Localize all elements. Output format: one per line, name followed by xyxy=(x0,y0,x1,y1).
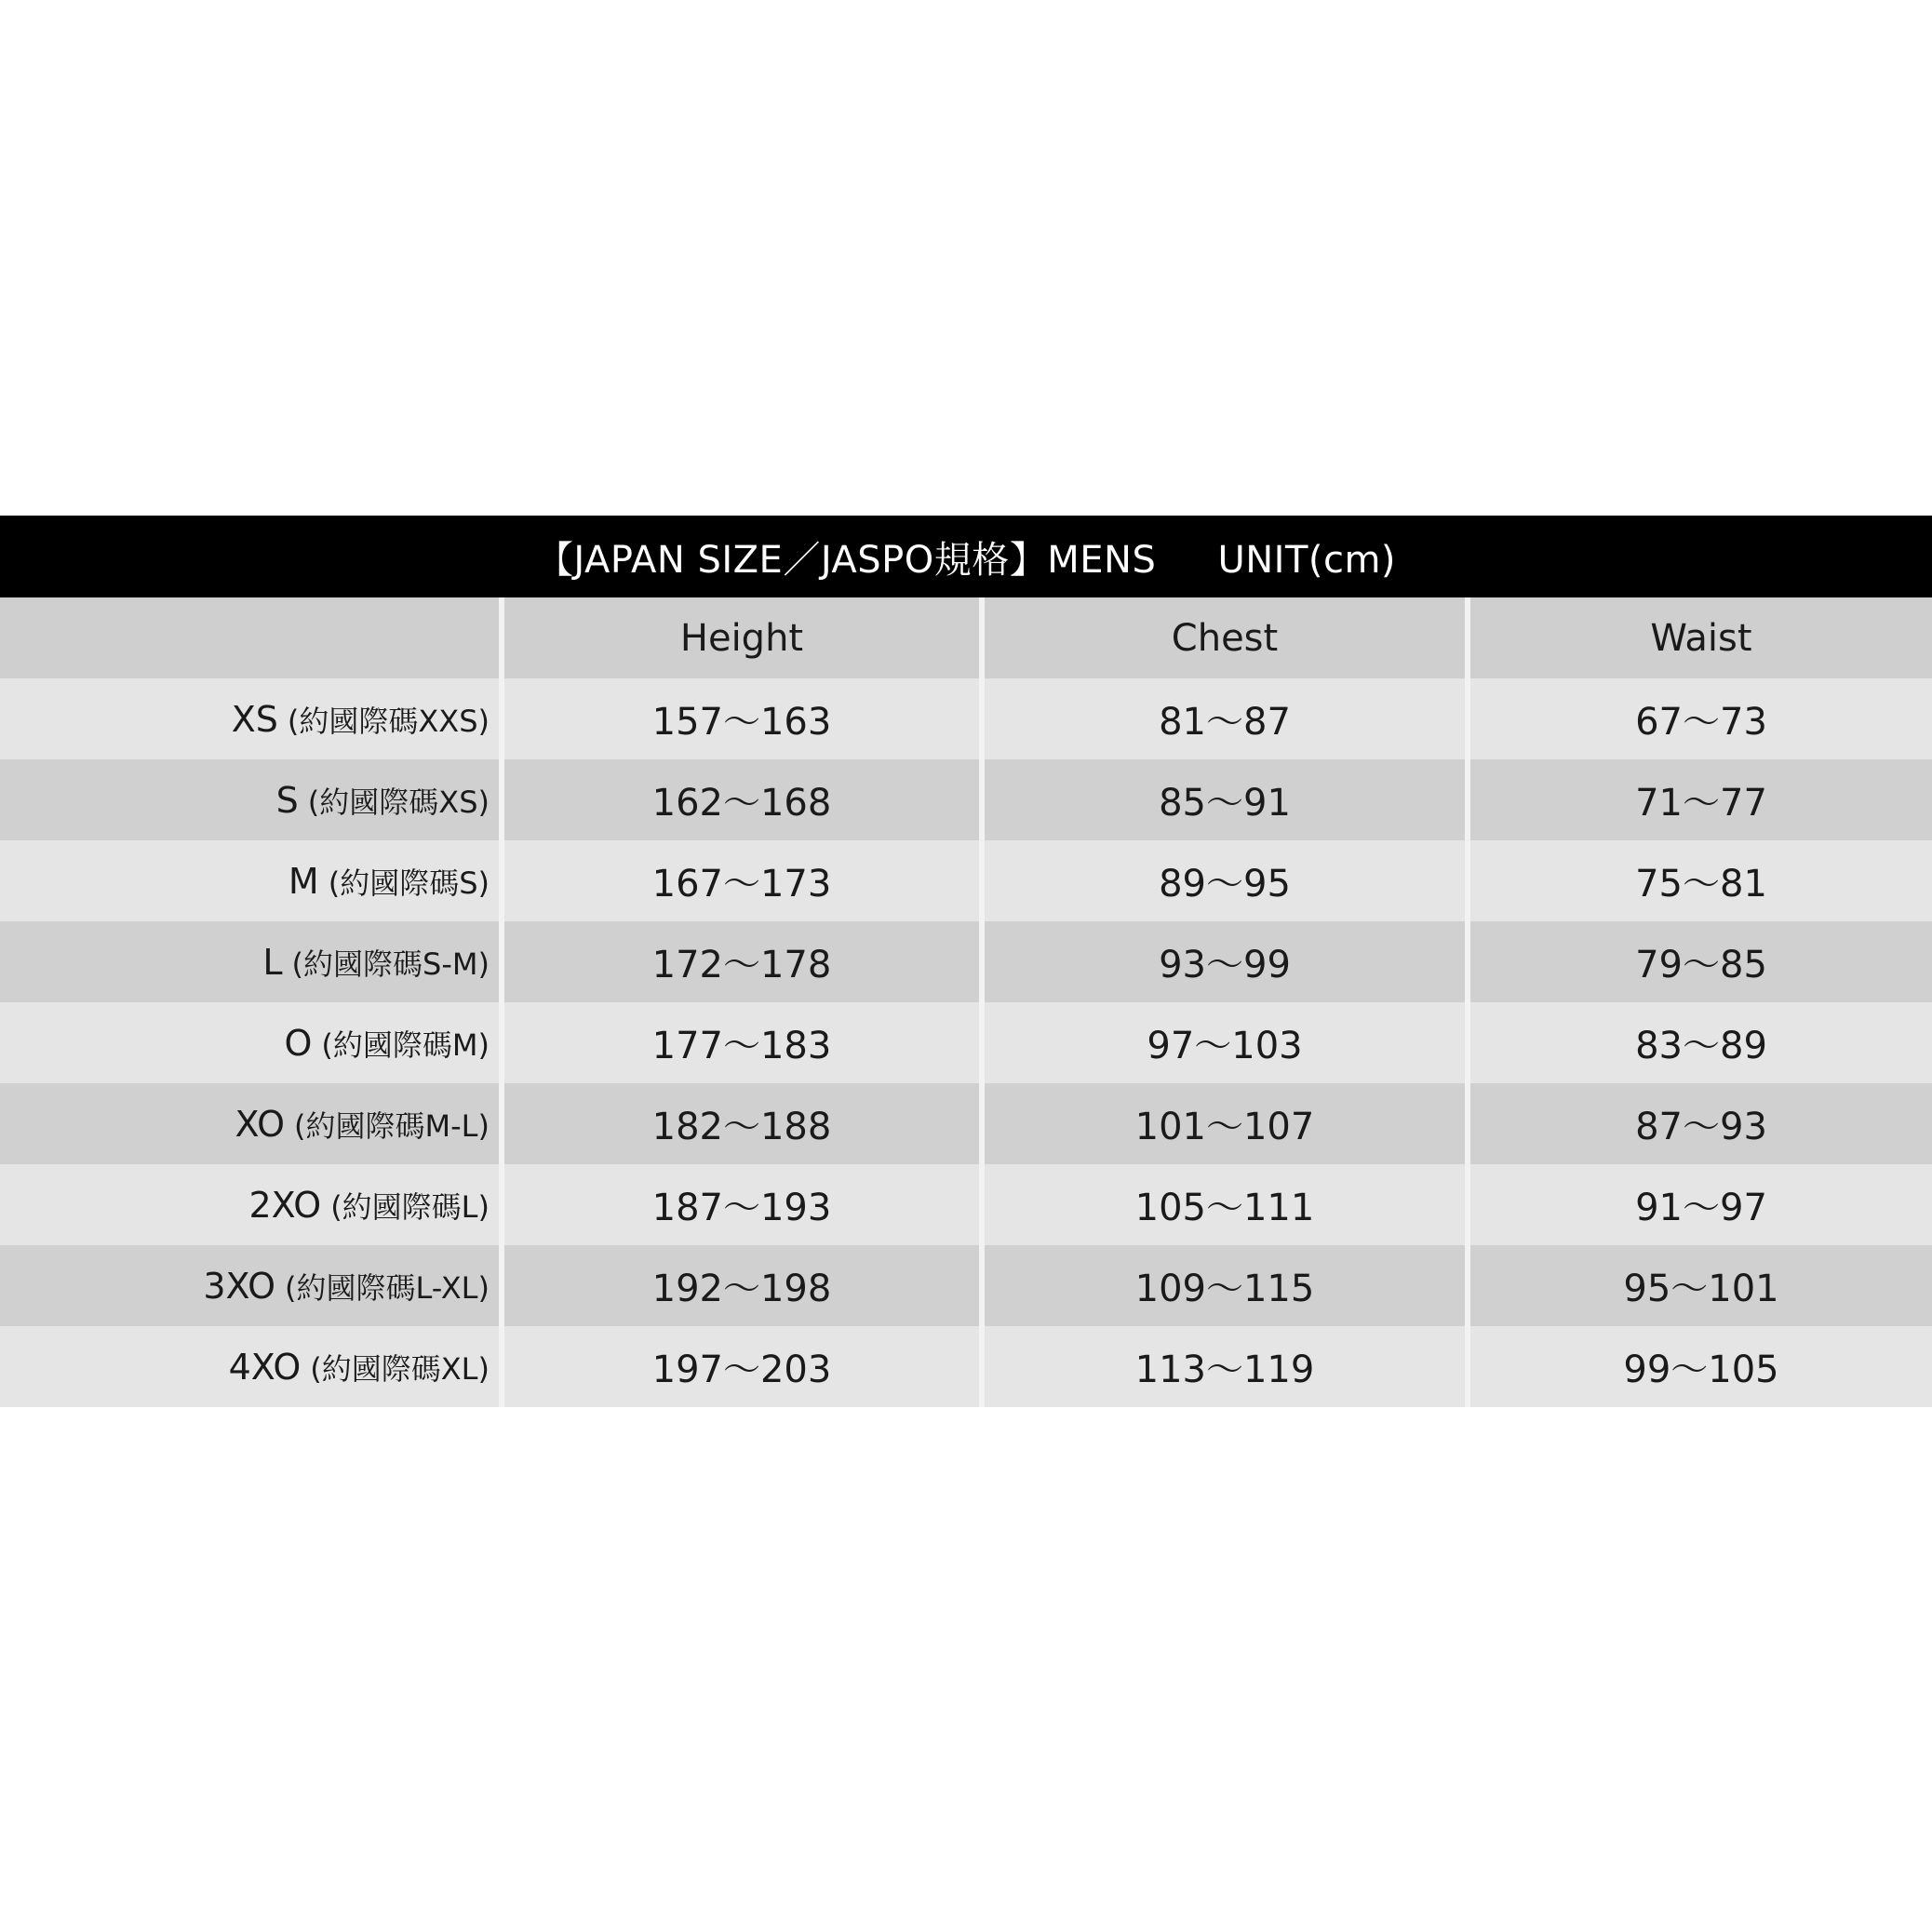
size-note: (約國際碼L) xyxy=(330,1188,490,1225)
chest-cell: 89～95 xyxy=(979,840,1465,921)
chest-cell: 81～87 xyxy=(979,678,1465,759)
waist-cell: 99～105 xyxy=(1465,1326,1932,1407)
height-cell: 167～173 xyxy=(499,840,979,921)
chest-cell: 85～91 xyxy=(979,759,1465,840)
size-label xyxy=(0,1245,499,1326)
size-label xyxy=(0,1002,499,1083)
header-cell-chest: Chest xyxy=(979,597,1465,678)
header-cell-empty xyxy=(0,597,499,678)
chest-cell: 93～99 xyxy=(979,921,1465,1002)
size-label xyxy=(0,840,499,921)
size-code: O xyxy=(284,1022,313,1064)
height-cell: 192～198 xyxy=(499,1245,979,1326)
chest-cell: 101～107 xyxy=(979,1083,1465,1164)
waist-cell: 67～73 xyxy=(1465,678,1932,759)
chest-cell: 113～119 xyxy=(979,1326,1465,1407)
size-code: XO xyxy=(235,1103,286,1145)
waist-cell: 87～93 xyxy=(1465,1083,1932,1164)
waist-cell: 79～85 xyxy=(1465,921,1932,1002)
size-label xyxy=(0,759,499,840)
size-table xyxy=(0,597,1932,1407)
chest-cell: 105～111 xyxy=(979,1164,1465,1245)
size-label xyxy=(0,678,499,759)
size-label xyxy=(0,921,499,1002)
size-code: S xyxy=(275,779,299,821)
waist-cell: 95～101 xyxy=(1465,1245,1932,1326)
header-cell-height: Height xyxy=(499,597,979,678)
waist-cell: 71～77 xyxy=(1465,759,1932,840)
chart-title: 【JAPAN SIZE／JASPO規格】MENS UNIT(cm) xyxy=(0,516,1932,597)
height-cell: 157～163 xyxy=(499,678,979,759)
waist-cell: 83～89 xyxy=(1465,1002,1932,1083)
size-note: (約國際碼S-M) xyxy=(291,946,490,982)
size-note: (約國際碼L-XL) xyxy=(285,1269,490,1306)
size-code: M xyxy=(288,860,319,902)
size-note: (約國際碼XL) xyxy=(310,1350,490,1387)
size-note: (約國際碼XXS) xyxy=(287,703,490,739)
height-cell: 197～203 xyxy=(499,1326,979,1407)
height-cell: 172～178 xyxy=(499,921,979,1002)
size-code: 2XO xyxy=(248,1184,322,1226)
height-cell: 187～193 xyxy=(499,1164,979,1245)
size-note: (約國際碼XS) xyxy=(307,784,490,820)
size-note: (約國際碼M) xyxy=(321,1026,490,1063)
chest-cell: 109～115 xyxy=(979,1245,1465,1326)
size-label xyxy=(0,1164,499,1245)
size-note: (約國際碼M-L) xyxy=(294,1107,490,1144)
waist-cell: 75～81 xyxy=(1465,840,1932,921)
size-label xyxy=(0,1083,499,1164)
size-code: 4XO xyxy=(228,1346,302,1388)
size-chart xyxy=(0,516,1932,1407)
size-label xyxy=(0,1326,499,1407)
header-cell-waist: Waist xyxy=(1465,597,1932,678)
height-cell: 162～168 xyxy=(499,759,979,840)
size-code: 3XO xyxy=(203,1265,276,1307)
size-note: (約國際碼S) xyxy=(328,865,490,901)
size-code: L xyxy=(262,941,283,983)
chest-cell: 97～103 xyxy=(979,1002,1465,1083)
size-code: XS xyxy=(231,698,278,740)
waist-cell: 91～97 xyxy=(1465,1164,1932,1245)
height-cell: 182～188 xyxy=(499,1083,979,1164)
height-cell: 177～183 xyxy=(499,1002,979,1083)
